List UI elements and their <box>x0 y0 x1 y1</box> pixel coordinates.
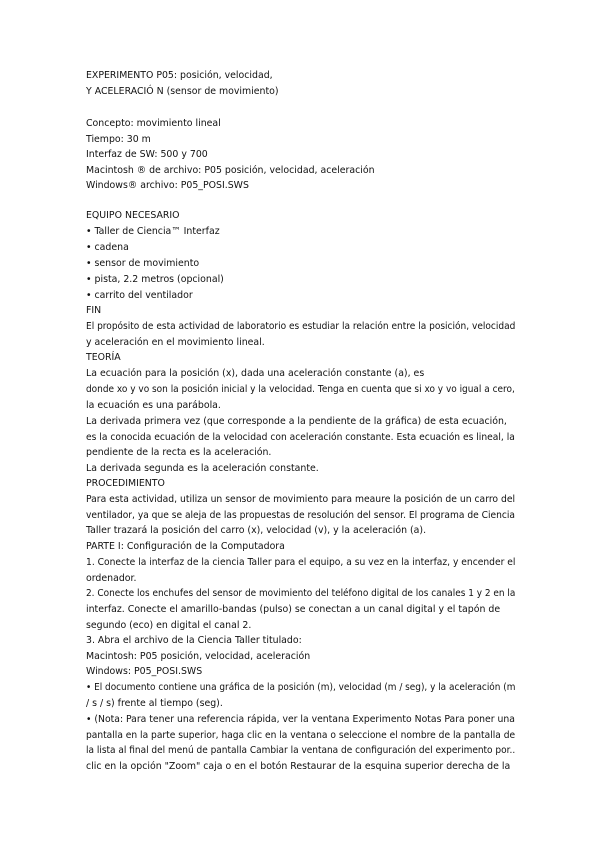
fin-line: y aceleración en el movimiento lineal. <box>86 337 265 348</box>
parte1-line: la lista al final del menú de pantalla Cambiar la ventana de configuración del experimento por.. <box>86 745 516 756</box>
teoria-line: La derivada segunda es la aceleración constante. <box>86 463 319 474</box>
equipment-item: • Taller de Ciencia™ Interfaz <box>86 226 220 237</box>
info-windows-file: Windows® archivo: P05_POSI.SWS <box>86 180 249 191</box>
procedimiento-line: Para esta actividad, utiliza un sensor de movimiento para meaure la posición de un carro del <box>86 494 516 505</box>
title-line-1: EXPERIMENTO P05: posición, velocidad, <box>86 70 273 81</box>
parte1-line: clic en la opción "Zoom" caja o en el botón Restaurar de la esquina superior derecha de la <box>86 761 511 772</box>
parte1-line: Windows: P05_POSI.SWS <box>86 666 203 677</box>
parte1-line: 2. Conecte los enchufes del sensor de movimiento del teléfono digital de los canales 1 y 2 en la <box>86 588 516 599</box>
procedimiento-heading: PROCEDIMIENTO <box>86 478 165 489</box>
info-concept: Concepto: movimiento lineal <box>86 118 221 129</box>
parte1-heading: PARTE I: Configuración de la Computadora <box>86 541 285 552</box>
teoria-line: la ecuación es una parábola. <box>86 400 221 411</box>
parte1-line: • El documento contiene una gráfica de la posición (m), velocidad (m / seg), y la aceleración (m <box>86 682 516 693</box>
fin-heading: FIN <box>86 305 102 316</box>
teoria-line: La derivada primera vez (que corresponde a la pendiente de la gráfica) de esta ecuación, <box>86 416 507 427</box>
teoria-line: es la conocida ecuación de la velocidad con aceleración constante. Esta ecuación es lineal, la <box>86 432 515 443</box>
title-line-2: Y ACELERACIÓ N (sensor de movimiento) <box>86 86 279 97</box>
parte1-line: segundo (eco) en digital el canal 2. <box>86 620 252 631</box>
parte1-line: Macintosh: P05 posición, velocidad, aceleración <box>86 651 311 662</box>
teoria-line: La ecuación para la posición (x), dada una aceleración constante (a), es <box>86 368 425 379</box>
equipment-heading: EQUIPO NECESARIO <box>86 210 180 221</box>
parte1-line: interfaz. Conecte el amarillo-bandas (pulso) se conectan a un canal digital y el tapón de <box>86 604 501 615</box>
equipment-item: • pista, 2.2 metros (opcional) <box>86 274 224 285</box>
info-time: Tiempo: 30 m <box>86 134 151 145</box>
procedimiento-line: ventilador, ya que se aleja de las propuestas de resolución del sensor. El programa de Ciencia <box>86 510 515 521</box>
parte1-line: 1. Conecte la interfaz de la ciencia Taller para el equipo, a su vez en la interfaz, y encender el <box>86 557 516 568</box>
teoria-line: donde xo y vo son la posición inicial y la velocidad. Tenga en cuenta que si xo y vo igual a cero, <box>86 384 515 395</box>
parte1-line: 3. Abra el archivo de la Ciencia Taller titulado: <box>86 635 302 646</box>
fin-line: El propósito de esta actividad de laboratorio es estudiar la relación entre la posición, velocidad <box>86 321 516 332</box>
parte1-line: • (Nota: Para tener una referencia rápida, ver la ventana Experimento Notas Para poner una <box>86 714 515 725</box>
teoria-line: pendiente de la recta es la aceleración. <box>86 447 272 458</box>
equipment-item: • cadena <box>86 242 129 253</box>
teoria-heading: TEORÍA <box>86 352 121 363</box>
info-mac-file: Macintosh ® de archivo: P05 posición, velocidad, aceleración <box>86 165 375 176</box>
parte1-line: pantalla en la parte superior, haga clic en la ventana o seleccione el nombre de la pantalla de <box>86 730 516 741</box>
parte1-line: / s / s) frente al tiempo (seg). <box>86 698 223 709</box>
procedimiento-line: Taller trazará la posición del carro (x), velocidad (v), y la aceleración (a). <box>86 525 427 536</box>
info-interface: Interfaz de SW: 500 y 700 <box>86 149 208 160</box>
parte1-line: ordenador. <box>86 573 137 584</box>
equipment-item: • carrito del ventilador <box>86 290 193 301</box>
equipment-item: • sensor de movimiento <box>86 258 200 269</box>
